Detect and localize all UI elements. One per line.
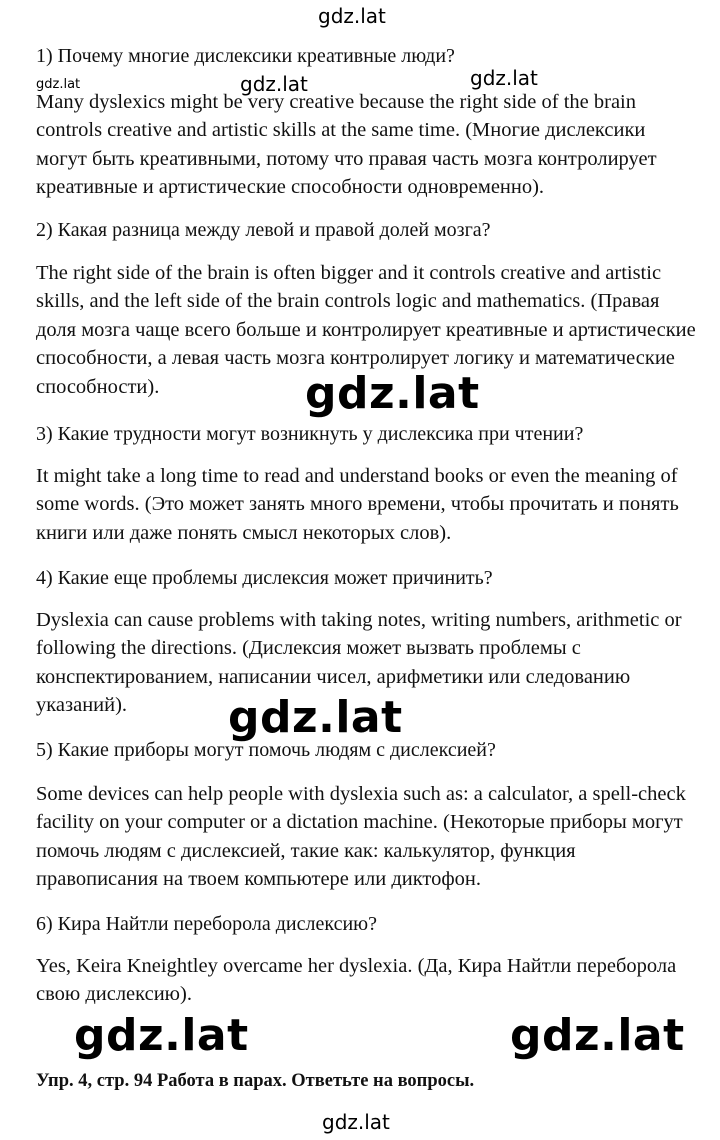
answer-4: Dyslexia can cause problems with taking notes, writing numbers, arithmetic or following the directions. (Дислексия может вызвать проблемы с конспектированием, написании чисел, арифметики или следованию указаний). bbox=[36, 609, 682, 717]
watermark-small-left: gdz.lat bbox=[36, 77, 81, 92]
answer-3: It might take a long time to read and understand books or even the meaning of some words. (Это может занять много времени, чтобы прочитать и понять книги или даже понять смысл некоторых слов). bbox=[36, 465, 679, 544]
answer-2: The right side of the brain is often bigger and it controls creative and artistic skills, and the left side of the brain controls logic and mathematics. (Правая доля мозга чаще всего больше и контролирует креативные и артистические способности, а левая часть мозга контролирует логику и математические способности). bbox=[36, 262, 696, 398]
watermark-bottom: gdz.lat bbox=[322, 1110, 390, 1134]
question-5: 5) Какие приборы могут помочь людям с дислексией? bbox=[36, 739, 496, 761]
exercise-heading: Упр. 4, стр. 94 Работа в парах. Ответьте на вопросы. bbox=[36, 1071, 475, 1091]
answer-1: Many dyslexics might be very creative because the right side of the brain controls creative and artistic skills at the same time. (Многие дислексики могут быть креативными, потому что правая часть мозга контролирует креативные и артистические способности одновременно). bbox=[36, 91, 657, 199]
question-4: 4) Какие еще проблемы дислексия может причинить? bbox=[36, 567, 493, 589]
watermark-big-1: gdz.lat bbox=[305, 368, 480, 419]
question-1: 1) Почему многие дислексики креативные люди? bbox=[36, 45, 455, 67]
watermark-big-2: gdz.lat bbox=[228, 692, 403, 743]
question-3: 3) Какие трудности могут возникнуть у дислексика при чтении? bbox=[36, 423, 584, 445]
question-6: 6) Кира Найтли переборола дислексию? bbox=[36, 913, 377, 935]
answer-5: Some devices can help people with dyslexia such as: a calculator, a spell-check facility on your computer or a dictation machine. (Некоторые приборы могут помочь людям с дислексией, такие как: калькулятор, функция правописания на твоем компьютере или диктофон. bbox=[36, 783, 686, 891]
watermark-big-right: gdz.lat bbox=[510, 1010, 685, 1061]
answer-6: Yes, Keira Kneightley overcame her dyslexia. (Да, Кира Найтли переборола свою дислексию). bbox=[36, 955, 677, 1006]
watermark-top: gdz.lat bbox=[318, 4, 386, 28]
watermark-big-left: gdz.lat bbox=[74, 1010, 249, 1061]
question-2: 2) Какая разница между левой и правой долей мозга? bbox=[36, 219, 491, 241]
watermark-mid-1: gdz.lat bbox=[240, 72, 308, 96]
watermark-mid-2: gdz.lat bbox=[470, 66, 538, 90]
